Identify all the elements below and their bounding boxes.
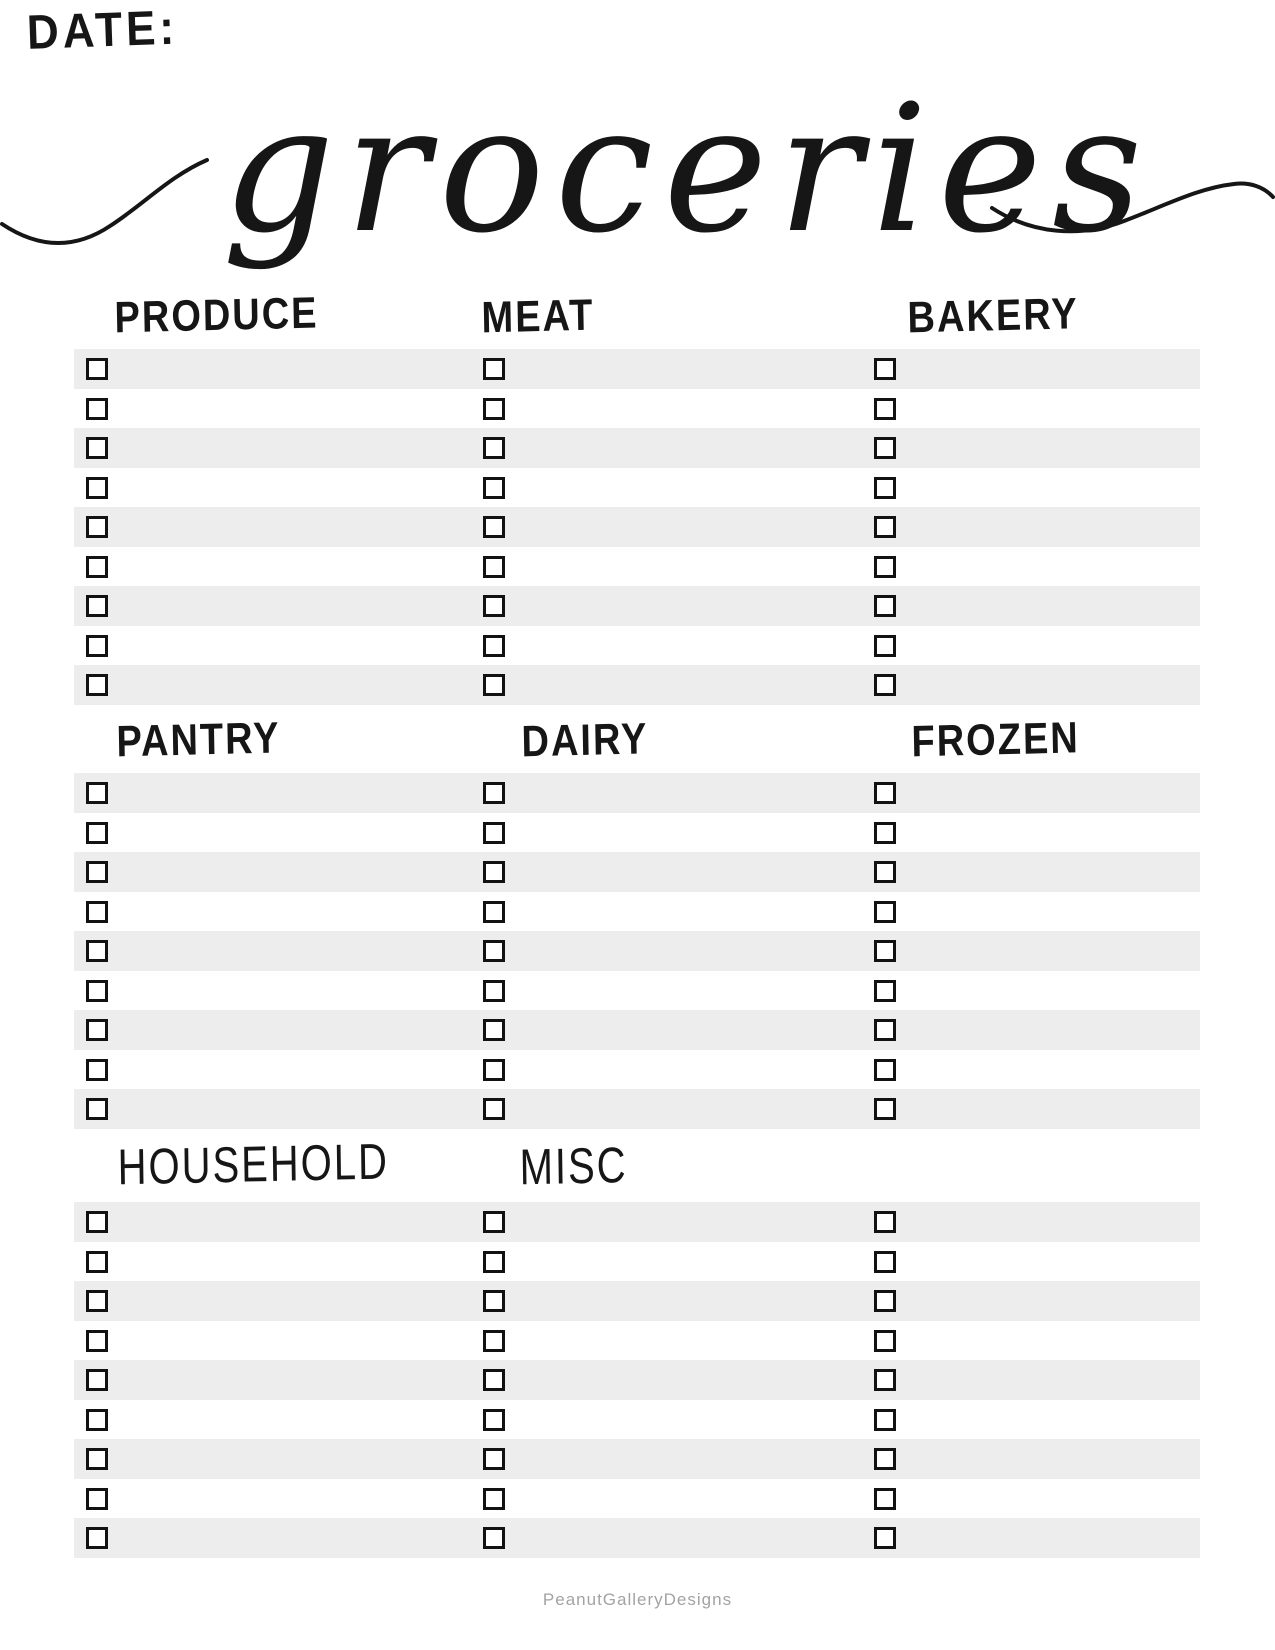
checkbox[interactable] (483, 782, 505, 804)
checkbox[interactable] (483, 516, 505, 538)
list-row (74, 1050, 1200, 1090)
checkbox[interactable] (483, 822, 505, 844)
list-row (74, 1089, 1200, 1129)
checkbox[interactable] (874, 782, 896, 804)
checkbox[interactable] (874, 1211, 896, 1233)
checkbox[interactable] (483, 556, 505, 578)
checkbox[interactable] (874, 556, 896, 578)
section-group-3 (74, 1136, 1200, 1558)
title-script (0, 58, 1275, 320)
checkbox[interactable] (86, 782, 108, 804)
checkbox[interactable] (483, 1290, 505, 1312)
checkbox[interactable] (86, 1290, 108, 1312)
list-row (74, 468, 1200, 508)
section-header-frozen: FROZEN (911, 714, 1081, 767)
list-row (74, 813, 1200, 853)
checkbox[interactable] (483, 1098, 505, 1120)
list-row (74, 1010, 1200, 1050)
checkbox[interactable] (874, 1098, 896, 1120)
checkbox[interactable] (483, 674, 505, 696)
checkbox[interactable] (86, 1330, 108, 1352)
checkbox[interactable] (874, 1059, 896, 1081)
list-row (74, 773, 1200, 813)
checkbox[interactable] (483, 1488, 505, 1510)
list-row (74, 1202, 1200, 1242)
checkbox[interactable] (86, 635, 108, 657)
checkbox[interactable] (86, 1059, 108, 1081)
checklist-rows (74, 1202, 1200, 1558)
list-row (74, 971, 1200, 1011)
checkbox[interactable] (874, 1527, 896, 1549)
checkbox[interactable] (874, 940, 896, 962)
checkbox[interactable] (86, 674, 108, 696)
list-row (74, 349, 1200, 389)
list-row (74, 1400, 1200, 1440)
checkbox[interactable] (86, 901, 108, 923)
checkbox[interactable] (483, 1211, 505, 1233)
checkbox[interactable] (874, 822, 896, 844)
checkbox[interactable] (874, 1019, 896, 1041)
list-row (74, 1242, 1200, 1282)
checkbox[interactable] (874, 1409, 896, 1431)
section-header-household: HOUSEHOLD (117, 1134, 390, 1196)
checkbox[interactable] (874, 861, 896, 883)
flourish-left (2, 160, 207, 243)
list-row (74, 1281, 1200, 1321)
checkbox[interactable] (86, 1098, 108, 1120)
checkbox[interactable] (86, 1527, 108, 1549)
checkbox[interactable] (86, 477, 108, 499)
checkbox[interactable] (874, 516, 896, 538)
checkbox[interactable] (483, 940, 505, 962)
checkbox[interactable] (874, 477, 896, 499)
checkbox[interactable] (483, 980, 505, 1002)
checkbox[interactable] (86, 1211, 108, 1233)
checklist-rows (74, 349, 1200, 705)
list-row (74, 1518, 1200, 1558)
checkbox[interactable] (874, 358, 896, 380)
section-headers (74, 1136, 1200, 1202)
checkbox[interactable] (86, 1409, 108, 1431)
checkbox[interactable] (874, 635, 896, 657)
checkbox[interactable] (874, 1448, 896, 1470)
checkbox[interactable] (874, 398, 896, 420)
section-headers (74, 286, 1200, 349)
checkbox[interactable] (874, 1251, 896, 1273)
checkbox[interactable] (86, 358, 108, 380)
list-row (74, 586, 1200, 626)
checkbox[interactable] (874, 674, 896, 696)
checkbox[interactable] (86, 822, 108, 844)
checklist-rows (74, 773, 1200, 1129)
checkbox[interactable] (483, 1448, 505, 1470)
checkbox[interactable] (874, 980, 896, 1002)
list-row (74, 1360, 1200, 1400)
list-row (74, 428, 1200, 468)
checkbox[interactable] (483, 358, 505, 380)
checkbox[interactable] (874, 1369, 896, 1391)
checkbox[interactable] (874, 595, 896, 617)
checkbox[interactable] (483, 1330, 505, 1352)
checkbox[interactable] (874, 901, 896, 923)
section-header-meat: MEAT (481, 291, 595, 343)
list-row (74, 626, 1200, 666)
checkbox[interactable] (483, 1019, 505, 1041)
checkbox[interactable] (483, 1251, 505, 1273)
list-row (74, 1321, 1200, 1361)
checkbox[interactable] (483, 901, 505, 923)
checkbox[interactable] (874, 437, 896, 459)
checkbox[interactable] (483, 1409, 505, 1431)
section-header-produce: PRODUCE (114, 289, 319, 343)
list-row (74, 507, 1200, 547)
checkbox[interactable] (86, 516, 108, 538)
section-header-pantry: PANTRY (116, 714, 281, 767)
watermark: PeanutGalleryDesigns (542, 1590, 733, 1609)
date-label: DATE: (26, 0, 179, 60)
checkbox[interactable] (86, 437, 108, 459)
section-group-2 (74, 708, 1200, 1129)
list-row (74, 1439, 1200, 1479)
page-title: groceries (222, 67, 1153, 272)
list-row (74, 547, 1200, 587)
checkbox[interactable] (483, 1059, 505, 1081)
checkbox[interactable] (86, 940, 108, 962)
checkbox[interactable] (483, 477, 505, 499)
list-row (74, 852, 1200, 892)
section-group-1 (74, 286, 1200, 705)
checkbox[interactable] (483, 595, 505, 617)
checkbox[interactable] (86, 1251, 108, 1273)
list-row (74, 892, 1200, 932)
list-row (74, 389, 1200, 429)
section-header-misc: MISC (519, 1137, 628, 1196)
checkbox[interactable] (874, 1290, 896, 1312)
checkbox[interactable] (483, 635, 505, 657)
list-row (74, 1479, 1200, 1519)
checkbox[interactable] (86, 595, 108, 617)
checkbox[interactable] (874, 1488, 896, 1510)
checkbox[interactable] (86, 1019, 108, 1041)
checkbox[interactable] (86, 1448, 108, 1470)
checkbox[interactable] (483, 437, 505, 459)
checkbox[interactable] (86, 398, 108, 420)
checkbox[interactable] (483, 1369, 505, 1391)
checkbox[interactable] (874, 1330, 896, 1352)
section-header-bakery: BAKERY (907, 289, 1080, 343)
list-row (74, 931, 1200, 971)
section-header-dairy: DAIRY (521, 715, 649, 767)
checkbox[interactable] (86, 556, 108, 578)
checkbox[interactable] (483, 398, 505, 420)
section-headers (74, 708, 1200, 773)
checkbox[interactable] (483, 861, 505, 883)
checkbox[interactable] (86, 1369, 108, 1391)
list-row (74, 665, 1200, 705)
checkbox[interactable] (483, 1527, 505, 1549)
checkbox[interactable] (86, 980, 108, 1002)
checkbox[interactable] (86, 1488, 108, 1510)
checkbox[interactable] (86, 861, 108, 883)
